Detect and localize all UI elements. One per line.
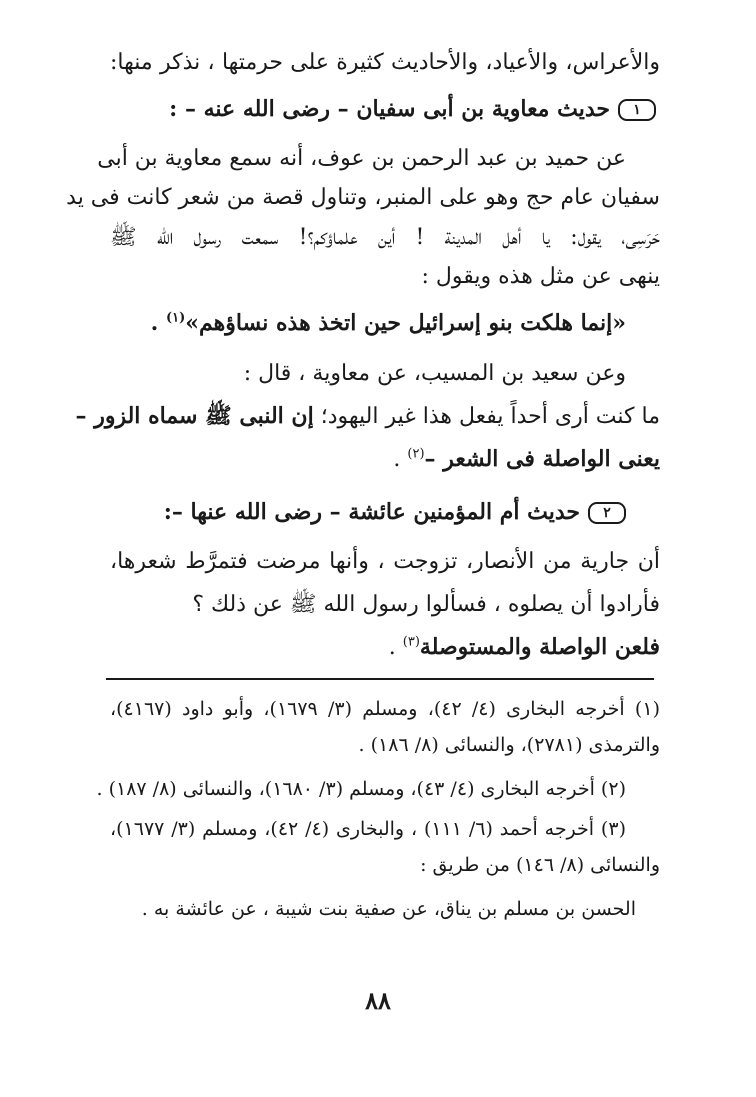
footnote-divider — [106, 678, 654, 680]
footnote-ref: (٢) — [407, 446, 425, 462]
page-number: ٨٨ — [365, 986, 391, 1015]
heading-muawiya — [110, 98, 656, 121]
paragraph-line: سفيان عام حج وهو على المنبر، وتناول قصة من شعر كانت فى يد — [66, 185, 660, 210]
bold-text: يعنى الواصلة فى الشعر – — [424, 446, 660, 472]
paragraph-line: أن جارية من الأنصار، تزوجت ، وأنها مرضت فتمرَّط شعرها، — [110, 549, 660, 574]
footnote-ref: (١) — [165, 310, 186, 326]
punctuation: . — [150, 310, 166, 336]
heading-text: حديث أم المؤمنين عائشة – رضى الله عنها –: — [163, 499, 580, 525]
heading-text: حديث معاوية بن أبى سفيان – رضى الله عنه – : — [169, 96, 610, 122]
heading-number-badge: ١ — [618, 99, 656, 121]
footnote-ref: (٣) — [402, 634, 420, 650]
heading-number-badge: ٢ — [588, 502, 626, 524]
paragraph-line: وعن سعيد بن المسيب، عن معاوية ، قال : — [243, 361, 626, 386]
footnote-3: (٣) أخرجه أحمد (٦/ ١١١) ، والبخارى (٤/ ٤٢)، ومسلم (٣/ ١٦٧٧)، — [110, 818, 626, 840]
bold-text: إن النبى ﷺ سماه الزور – — [75, 403, 314, 429]
paragraph-line: ينهى عن مثل هذه ويقول : — [421, 264, 660, 289]
footnote-3-chain: الحسن بن مسلم بن يناق، عن صفية بنت شيبة ، عن عائشة به . — [141, 898, 636, 920]
footnote-3-cont: والنسائى (٨/ ١٤٦) من طريق : — [420, 854, 660, 876]
punctuation: . — [388, 635, 403, 660]
paragraph-line — [75, 403, 660, 429]
paragraph-line — [110, 448, 660, 471]
footnote-1: (١) أخرجه البخارى (٤/ ٤٢)، ومسلم (٣/ ١٦٧٩)، وأبو داود (٤١٦٧)، — [110, 698, 660, 720]
quote-text: «إنما هلكت بنو إسرائيل حين اتخذ هذه نساؤهم» — [185, 310, 626, 336]
paragraph-line: حَرَسِى، يقول: يا أهل المدينة ! أين علماؤكم؟! سمعت رسول الله ﷺ — [110, 225, 660, 250]
paragraph-line — [110, 636, 660, 659]
paragraph-line: فأرادوا أن يصلوه ، فسألوا رسول الله ﷺ عن ذلك ؟ — [192, 592, 660, 617]
bold-text: فلعن الواصلة والمستوصلة — [419, 634, 660, 660]
paragraph-text: ما كنت أرى أحداً يفعل هذا غير اليهود؛ — [313, 404, 660, 429]
punctuation: . — [393, 447, 408, 472]
hadith-quote — [110, 312, 626, 334]
heading-aisha — [110, 501, 626, 524]
footnote-1-cont: والترمذى (٢٧٨١)، والنسائى (٨/ ١٨٦) . — [358, 734, 660, 756]
intro-line: والأعراس، والأعياد، والأحاديث كثيرة على حرمتها ، نذكر منها: — [110, 50, 660, 75]
footnote-2: (٢) أخرجه البخارى (٤/ ٤٣)، ومسلم (٣/ ١٦٨٠)، والنسائى (٨/ ١٨٧) . — [96, 778, 626, 800]
paragraph-line: عن حميد بن عبد الرحمن بن عوف، أنه سمع معاوية بن أبى — [97, 146, 626, 171]
